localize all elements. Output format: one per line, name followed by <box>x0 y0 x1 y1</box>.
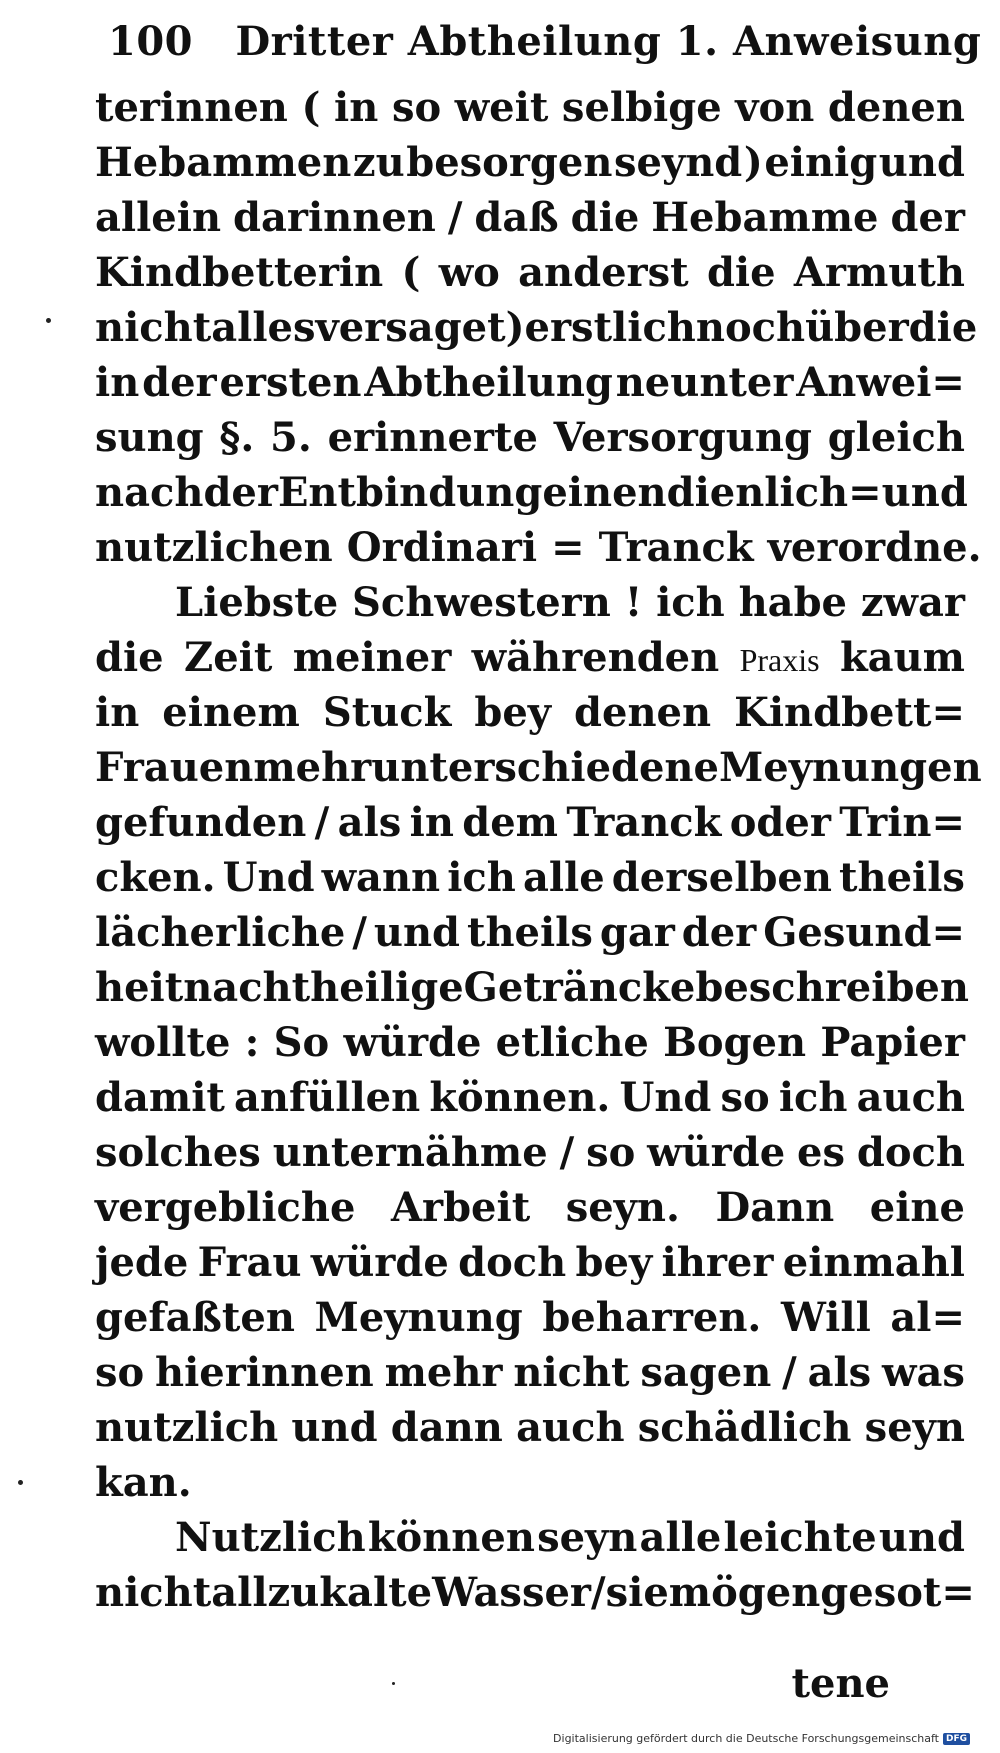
word: Versorgung <box>553 414 812 461</box>
word: sagen <box>640 1349 772 1396</box>
word: gefunden <box>95 799 307 846</box>
word: würde <box>343 1019 482 1066</box>
word: kan. <box>95 1459 192 1506</box>
word: denen <box>574 689 712 736</box>
word: Meynungen <box>718 744 982 791</box>
word: anfüllen <box>234 1074 421 1121</box>
word: habe <box>738 579 847 626</box>
word: ! <box>624 579 643 626</box>
word: Zeit <box>184 634 273 681</box>
word: würde <box>647 1129 786 1176</box>
word: und <box>373 909 461 956</box>
text-line <box>95 1015 965 1070</box>
text-line <box>95 575 965 630</box>
text-line <box>95 1235 965 1290</box>
word: zu <box>352 139 405 186</box>
word: cken. <box>95 854 216 901</box>
word: Gesund= <box>763 909 965 956</box>
word: ersten <box>219 359 362 406</box>
word: unternähme <box>272 1129 548 1176</box>
word: Meynung <box>314 1294 523 1341</box>
body-text <box>95 80 982 1620</box>
word: nicht <box>513 1349 630 1396</box>
text-line <box>95 245 965 300</box>
word: so <box>391 84 442 131</box>
word: ich <box>447 854 516 901</box>
word: so <box>95 1349 145 1396</box>
word: nach <box>95 469 204 516</box>
word: weit <box>454 84 549 131</box>
text-line <box>95 355 965 410</box>
word: theils <box>839 854 965 901</box>
text-line <box>95 1180 965 1235</box>
print-speck <box>46 318 51 323</box>
word: Abtheilung <box>364 359 613 406</box>
word: leichte <box>723 1514 877 1561</box>
word: Praxis <box>739 642 820 678</box>
word: So <box>273 1019 330 1066</box>
word: ) <box>743 139 763 186</box>
word: gleich <box>827 414 965 461</box>
word: Stuck <box>322 689 452 736</box>
word: währenden <box>471 634 720 681</box>
word: ) <box>505 304 525 351</box>
word: gefaßten <box>95 1294 295 1341</box>
digitization-footer <box>553 1732 970 1745</box>
word: daß <box>474 194 559 241</box>
word: / <box>447 194 463 241</box>
dfg-logo-icon: DFG <box>943 1733 970 1745</box>
word: als <box>807 1349 872 1396</box>
word: Schwestern <box>352 579 611 626</box>
word: von <box>735 84 815 131</box>
word: dienlich <box>666 469 849 516</box>
word: solches <box>95 1129 261 1176</box>
text-line <box>95 135 965 190</box>
word: der <box>681 909 757 956</box>
text-line <box>95 1455 965 1510</box>
word: ( <box>301 84 321 131</box>
word: einig <box>764 139 878 186</box>
word: die <box>95 634 164 681</box>
text-line <box>95 190 965 245</box>
word: ( <box>401 249 421 296</box>
word: besorgen <box>406 139 613 186</box>
word: / <box>591 1569 606 1616</box>
text-line <box>95 1400 965 1455</box>
text-line <box>95 1290 965 1345</box>
word: = <box>551 524 585 571</box>
word: doch <box>458 1239 567 1286</box>
word: was <box>882 1349 965 1396</box>
word: gar <box>599 909 675 956</box>
word: nicht <box>95 304 212 351</box>
word: mögen <box>668 1569 821 1616</box>
word: sung <box>95 414 204 461</box>
word: auch <box>856 1074 965 1121</box>
word: erstlich <box>524 304 696 351</box>
word: in <box>334 84 379 131</box>
word: mehr <box>384 1349 503 1396</box>
word: / <box>314 799 330 846</box>
text-line <box>95 1565 975 1620</box>
word: einmahl <box>782 1239 965 1286</box>
word: heit <box>95 964 184 1011</box>
word: vergebliche <box>95 1184 356 1231</box>
word: verordne. <box>767 524 982 571</box>
word: seyn <box>864 1404 965 1451</box>
word: dem <box>462 799 559 846</box>
word: einem <box>162 689 300 736</box>
footer-credit: Digitalisierung gefördert durch die Deutsche Forschungsgemeinschaft <box>553 1732 939 1745</box>
word: zwar <box>860 579 965 626</box>
word: 5. <box>270 414 312 461</box>
word: der <box>890 194 965 241</box>
word: die <box>570 194 640 241</box>
word: einen <box>542 469 667 516</box>
page-number: 100 <box>108 18 193 65</box>
word: Bogen <box>663 1019 807 1066</box>
text-line <box>95 520 982 575</box>
word: jede <box>95 1239 189 1286</box>
word: in <box>95 689 140 736</box>
word: Papier <box>820 1019 965 1066</box>
word: Tranck <box>598 524 754 571</box>
word: denen <box>827 84 965 131</box>
text-line <box>95 1345 965 1400</box>
word: / <box>782 1349 797 1396</box>
word: §. <box>219 414 255 461</box>
word: etliche <box>495 1019 649 1066</box>
word: bey <box>575 1239 653 1286</box>
word: seyn <box>537 1514 638 1561</box>
word: seyn. <box>565 1184 680 1231</box>
word: allein <box>95 194 222 241</box>
word: Entbindung <box>277 469 543 516</box>
word: Liebste <box>175 579 339 626</box>
word: und <box>881 469 968 516</box>
word: auch <box>516 1404 625 1451</box>
word: der <box>203 469 278 516</box>
word: sie <box>605 1569 669 1616</box>
word: über <box>805 304 909 351</box>
word: unterschiedene <box>371 744 719 791</box>
word: ich <box>656 579 725 626</box>
word: und <box>291 1404 378 1451</box>
word: Geträncke <box>463 964 696 1011</box>
word: ihrer <box>661 1239 774 1286</box>
word: nutzlich <box>95 1404 279 1451</box>
text-line <box>95 410 965 465</box>
word: so <box>586 1129 636 1176</box>
word: meiner <box>292 634 452 681</box>
word: wollte <box>95 1019 231 1066</box>
word: Kindbetterin <box>95 249 384 296</box>
word: / <box>559 1129 575 1176</box>
text-line <box>95 850 965 905</box>
word: beschreiben <box>695 964 969 1011</box>
word: und <box>878 1514 965 1561</box>
word: die <box>908 304 978 351</box>
word: Und <box>619 1074 712 1121</box>
word: können. <box>429 1074 611 1121</box>
word: seynd <box>614 139 743 186</box>
word: alle <box>639 1514 722 1561</box>
word: nutzlichen <box>95 524 333 571</box>
text-line <box>95 795 965 850</box>
page-header <box>108 18 982 88</box>
print-speck <box>18 1480 23 1485</box>
word: damit <box>95 1074 225 1121</box>
word: bey <box>474 689 552 736</box>
word: selbige <box>561 84 722 131</box>
word: hierinnen <box>155 1349 374 1396</box>
word: allzukalte <box>211 1569 433 1616</box>
word: die <box>706 249 776 296</box>
word: Arbeit <box>390 1184 531 1231</box>
word: darinnen <box>233 194 436 241</box>
word: wann <box>321 854 441 901</box>
word: derselben <box>611 854 832 901</box>
print-speck <box>392 1682 395 1685</box>
word: Wasser <box>432 1569 591 1616</box>
word: in <box>409 799 454 846</box>
word: erinnerte <box>327 414 538 461</box>
word: anderst <box>518 249 689 296</box>
word: versaget <box>315 304 506 351</box>
word: Ordinari <box>346 524 538 571</box>
text-line <box>95 465 968 520</box>
word: Nutzlich <box>175 1514 366 1561</box>
word: beharren. <box>542 1294 762 1341</box>
word: neunter <box>615 359 794 406</box>
running-title: Dritter Abtheilung 1. Anweisung <box>235 18 982 65</box>
word: alles <box>211 304 316 351</box>
word: so <box>720 1074 770 1121</box>
word: Hebamme <box>651 194 879 241</box>
word: als <box>337 799 402 846</box>
word: Kindbett= <box>734 689 965 736</box>
text-line <box>95 1510 965 1565</box>
word: terinnen <box>95 84 288 131</box>
word: alle <box>522 854 605 901</box>
word: schädlich <box>637 1404 852 1451</box>
word: Frauen <box>95 744 254 791</box>
word: mehr <box>253 744 372 791</box>
text-line <box>95 1070 965 1125</box>
word: nicht <box>95 1569 212 1616</box>
word: noch <box>695 304 806 351</box>
word: theils <box>466 909 593 956</box>
word: und <box>878 139 965 186</box>
word: Hebammen <box>95 139 352 186</box>
text-line <box>95 1125 965 1180</box>
text-line <box>95 300 978 355</box>
text-line <box>95 960 969 1015</box>
word: / <box>352 909 367 956</box>
word: Frau <box>197 1239 302 1286</box>
word: wo <box>438 249 500 296</box>
word: doch <box>856 1129 965 1176</box>
word: Und <box>222 854 315 901</box>
word: der <box>142 359 217 406</box>
word: ich <box>778 1074 848 1121</box>
word: nachtheilige <box>183 964 464 1011</box>
word: kaum <box>839 634 965 681</box>
word: Dann <box>715 1184 835 1231</box>
word: in <box>95 359 140 406</box>
text-line <box>95 685 965 740</box>
word: : <box>244 1019 260 1066</box>
word: oder <box>729 799 831 846</box>
word: können <box>367 1514 535 1561</box>
word: würde <box>310 1239 449 1286</box>
word: Trin= <box>839 799 965 846</box>
word: Anwei= <box>796 359 965 406</box>
text-line <box>95 80 965 135</box>
word: Armuth <box>793 249 965 296</box>
text-line <box>95 905 965 960</box>
word: dann <box>390 1404 503 1451</box>
word: es <box>797 1129 846 1176</box>
word: gesot= <box>820 1569 975 1616</box>
word: lächerliche <box>95 909 346 956</box>
word: Will <box>780 1294 871 1341</box>
catchword: tene <box>791 1660 890 1707</box>
word: Tranck <box>566 799 722 846</box>
word: al= <box>890 1294 965 1341</box>
word: = <box>848 469 882 516</box>
text-line <box>95 740 982 795</box>
word: eine <box>869 1184 965 1231</box>
text-line <box>95 630 965 685</box>
